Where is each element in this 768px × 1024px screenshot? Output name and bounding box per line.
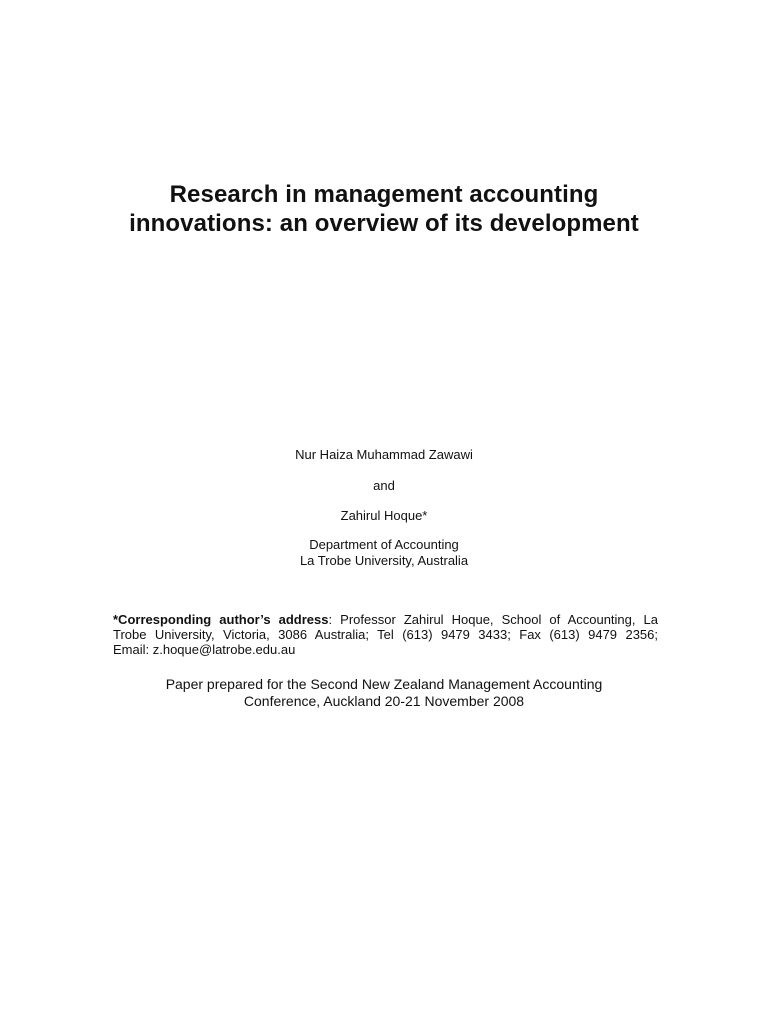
author-conjunction: and <box>373 478 395 493</box>
corresponding-line-2: Trobe University, Victoria, 3086 Australia; Tel (613) 9479 3433; Fax (613) 9479 2356; <box>113 626 658 642</box>
corresponding-email: Email: z.hoque@latrobe.edu.au <box>113 641 296 657</box>
paper-title-line-2: innovations: an overview of its development <box>129 210 639 237</box>
corresponding-line-1-rest: : Professor Zahirul Hoque, School of Accounting, La <box>328 612 659 627</box>
conference-note <box>0 676 768 710</box>
affiliation-department: Department of Accounting <box>309 537 459 552</box>
affiliation <box>0 537 768 569</box>
affiliation-university: La Trobe University, Australia <box>299 553 469 568</box>
conference-note-line-1: Paper prepared for the Second New Zealand Management Accounting <box>165 676 603 692</box>
corresponding-line-1 <box>113 613 658 628</box>
author-1: Nur Haiza Muhammad Zawawi <box>295 447 473 462</box>
corresponding-label: *Corresponding author’s address <box>113 612 329 627</box>
paper-title-line-1: Research in management accounting <box>169 181 599 208</box>
paper-title <box>60 180 708 238</box>
corresponding-author-address <box>113 613 658 657</box>
author-2: Zahirul Hoque* <box>340 508 428 523</box>
conference-note-line-2: Conference, Auckland 20-21 November 2008 <box>243 693 525 709</box>
